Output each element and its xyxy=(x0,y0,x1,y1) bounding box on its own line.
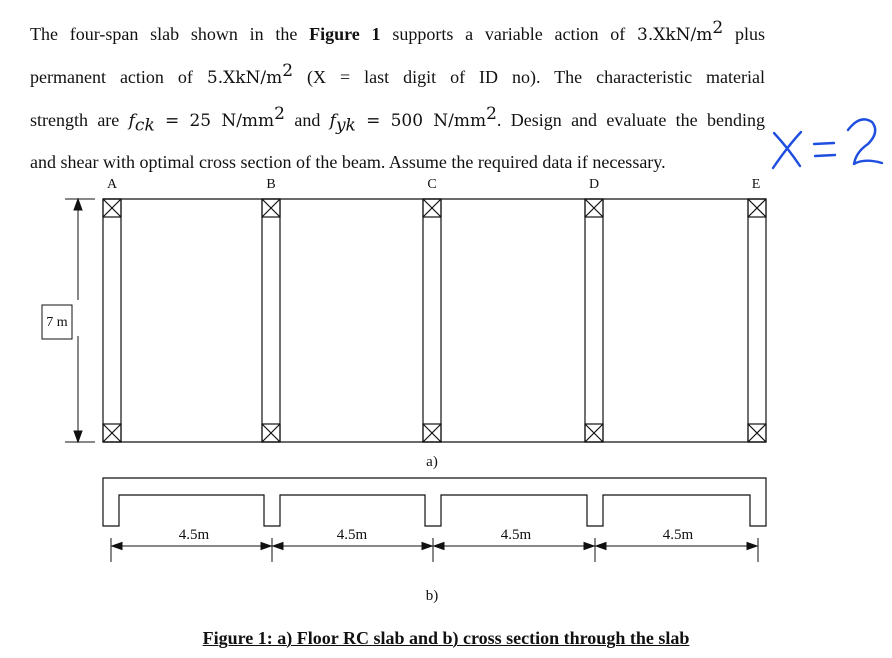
fck-symbol: f xyxy=(128,111,135,131)
fyk-subscript: yk xyxy=(335,115,356,136)
column-top-c xyxy=(423,199,441,217)
column-bottom-b xyxy=(262,424,280,442)
axis-label-a: A xyxy=(106,177,118,192)
fyk-value: = 500 N/mm xyxy=(355,111,487,131)
text: supports a variable action of xyxy=(380,24,638,44)
figure-caption xyxy=(0,628,892,649)
exponent: 2 xyxy=(712,18,724,38)
text: permanent action of xyxy=(30,67,207,87)
arrowhead-down xyxy=(74,431,82,442)
span-label-bc: 4.5m xyxy=(336,527,368,543)
permanent-action-value: 5.XkN/m xyxy=(206,68,283,88)
beam-strip-d xyxy=(585,199,603,442)
exponent: 2 xyxy=(282,61,294,81)
cross-section-outline xyxy=(103,478,766,526)
text: . Design and evaluate the bending xyxy=(496,110,765,130)
exponent: 2 xyxy=(274,104,285,124)
arrowhead-up xyxy=(74,199,82,210)
text: (X = last digit of ID no). The characteristic material xyxy=(293,67,765,87)
text: and xyxy=(285,110,330,130)
text: The four-span slab shown in the xyxy=(30,24,310,44)
beam-strip-e xyxy=(748,199,766,442)
floor-plan xyxy=(103,199,766,442)
axis-label-b: B xyxy=(266,177,276,192)
fck-value: = 25 N/mm xyxy=(154,111,275,131)
text: plus xyxy=(723,24,765,44)
fyk-symbol: f xyxy=(329,111,336,131)
axis-label-e: E xyxy=(751,177,761,192)
beam-strip-b xyxy=(262,199,280,442)
column-bottom-e xyxy=(748,424,766,442)
figure-caption-text: Figure 1: a) Floor RC slab and b) cross section through the slab xyxy=(202,628,690,648)
variable-action-value: 3.XkN/m xyxy=(637,25,713,45)
column-top-d xyxy=(585,199,603,217)
part-a-label: a) xyxy=(426,454,438,470)
span-label-ab: 4.5m xyxy=(178,527,210,543)
fck-subscript: ck xyxy=(134,115,155,136)
column-top-e xyxy=(748,199,766,217)
axis-label-c: C xyxy=(427,177,437,192)
beam-strip-a xyxy=(103,199,121,442)
problem-line-4: and shear with optimal cross section of the beam. Assume the required data if necessary. xyxy=(30,151,666,172)
axis-label-d: D xyxy=(588,177,600,192)
column-top-b xyxy=(262,199,280,217)
column-bottom-a xyxy=(103,424,121,442)
span-label-de: 4.5m xyxy=(662,527,694,543)
span-label-cd: 4.5m xyxy=(500,527,532,543)
beam-strip-c xyxy=(423,199,441,442)
height-label: 7 m xyxy=(46,315,68,330)
column-bottom-d xyxy=(585,424,603,442)
exponent: 2 xyxy=(486,104,497,124)
text: strength are xyxy=(30,110,129,130)
column-top-a xyxy=(103,199,121,217)
figure-ref: Figure 1 xyxy=(309,24,381,44)
part-b-label: b) xyxy=(425,588,439,604)
column-bottom-c xyxy=(423,424,441,442)
